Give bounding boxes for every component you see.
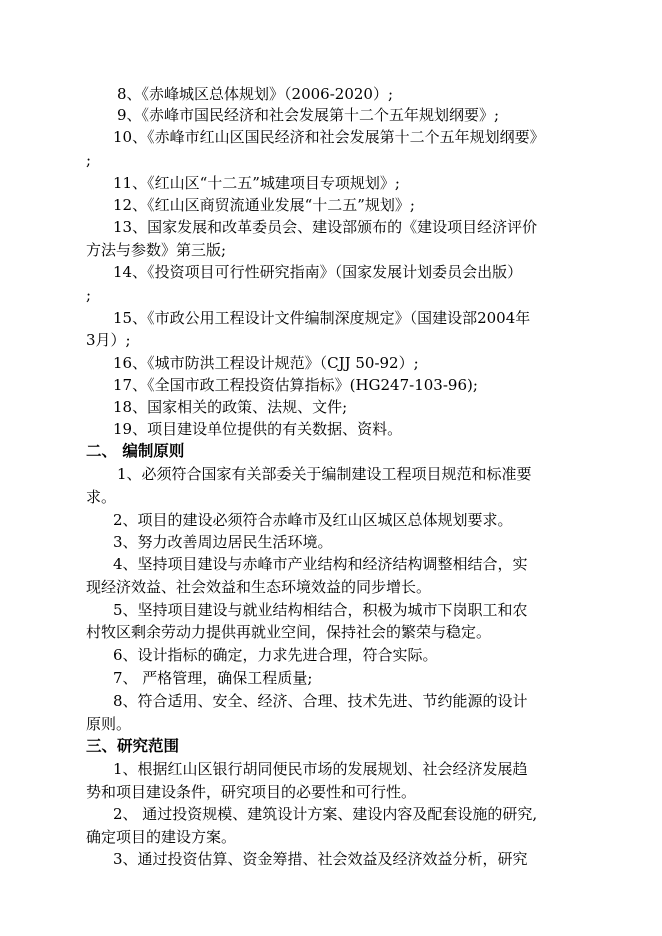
reference-item-12: 12、《红山区商贸流通业发展“十二五”规划》; [113,196,415,214]
reference-item-9: 9、《赤峰市国民经济和社会发展第十二个五年规划纲要》; [117,106,500,124]
reference-item-15-cont: 3月）; [86,331,131,349]
reference-item-16: 16、《城市防洪工程设计规范》（CJJ 50-92）; [113,354,419,372]
principle-line: 村牧区剩余劳动力提供再就业空间，保持社会的繁荣与稳定。 [86,623,492,641]
scope-line: 1、根据红山区银行胡同便民市场的发展规划、社会经济发展趋 [113,760,528,778]
principle-line: 3、努力改善周边居民生活环境。 [113,533,333,551]
reference-item-13: 13、国家发展和改革委员会、建设部颁布的《建设项目经济评价 [113,218,538,236]
principle-line: 7、 严格管理，确保工程质量; [113,669,313,687]
section-heading-scope: 三、研究范围 [86,736,180,755]
principle-line: 2、项目的建设必须符合赤峰市及红山区城区总体规划要求。 [113,511,513,529]
principle-line: 原则。 [86,715,132,733]
principle-line: 4、坚持项目建设与赤峰市产业结构和经济结构调整相结合，实 [113,555,528,573]
reference-item-11: 11、《红山区“十二五”城建项目专项规划》; [113,174,400,192]
reference-item-14: 14、《投资项目可行性研究指南》（国家发展计划委员会出版） [113,263,523,281]
principle-line: 6、设计指标的确定，力求先进合理，符合实际。 [113,646,438,664]
reference-item-19: 19、项目建设单位提供的有关数据、资料。 [113,420,403,438]
section-heading-principles: 二、 编制原则 [86,441,185,460]
principle-line: 5、坚持项目建设与就业结构相结合，积极为城市下岗职工和农 [113,601,528,619]
scope-line: 2、 通过投资规模、建筑设计方案、建设内容及配套设施的研究, [113,805,538,823]
reference-item-17: 17、《全国市政工程投资估算指标》(HG247-103-96); [113,376,478,394]
principle-line: 1、必须符合国家有关部委关于编制建设工程项目规范和标准要 [117,465,532,483]
reference-item-13-cont: 方法与参数》第三版; [86,241,227,259]
scope-line: 势和项目建设条件，研究项目的必要性和可行性。 [86,783,417,801]
reference-item-8: 8、《赤峰城区总体规划》（2006-2020）; [117,85,394,103]
reference-item-10: 10、《赤峰市红山区国民经济和社会发展第十二个五年规划纲要》 [113,128,545,146]
reference-item-18: 18、国家相关的政策、法规、文件; [113,398,348,416]
principle-line: 8、符合适用、安全、经济、合理、技术先进、节约能源的设计 [113,692,528,710]
scope-line: 3、通过投资估算、资金筹措、社会效益及经济效益分析，研究 [113,850,528,868]
reference-item-15: 15、《市政公用工程设计文件编制深度规定》（国建设部2004年 [113,309,531,327]
principle-line: 现经济效益、社会效益和生态环境效益的同步增长。 [86,578,432,596]
reference-item-10-cont: ; [86,151,92,169]
principle-line: 求。 [86,488,117,506]
reference-item-14-cont: ; [86,286,92,304]
scope-line: 确定项目的建设方案。 [86,828,237,846]
